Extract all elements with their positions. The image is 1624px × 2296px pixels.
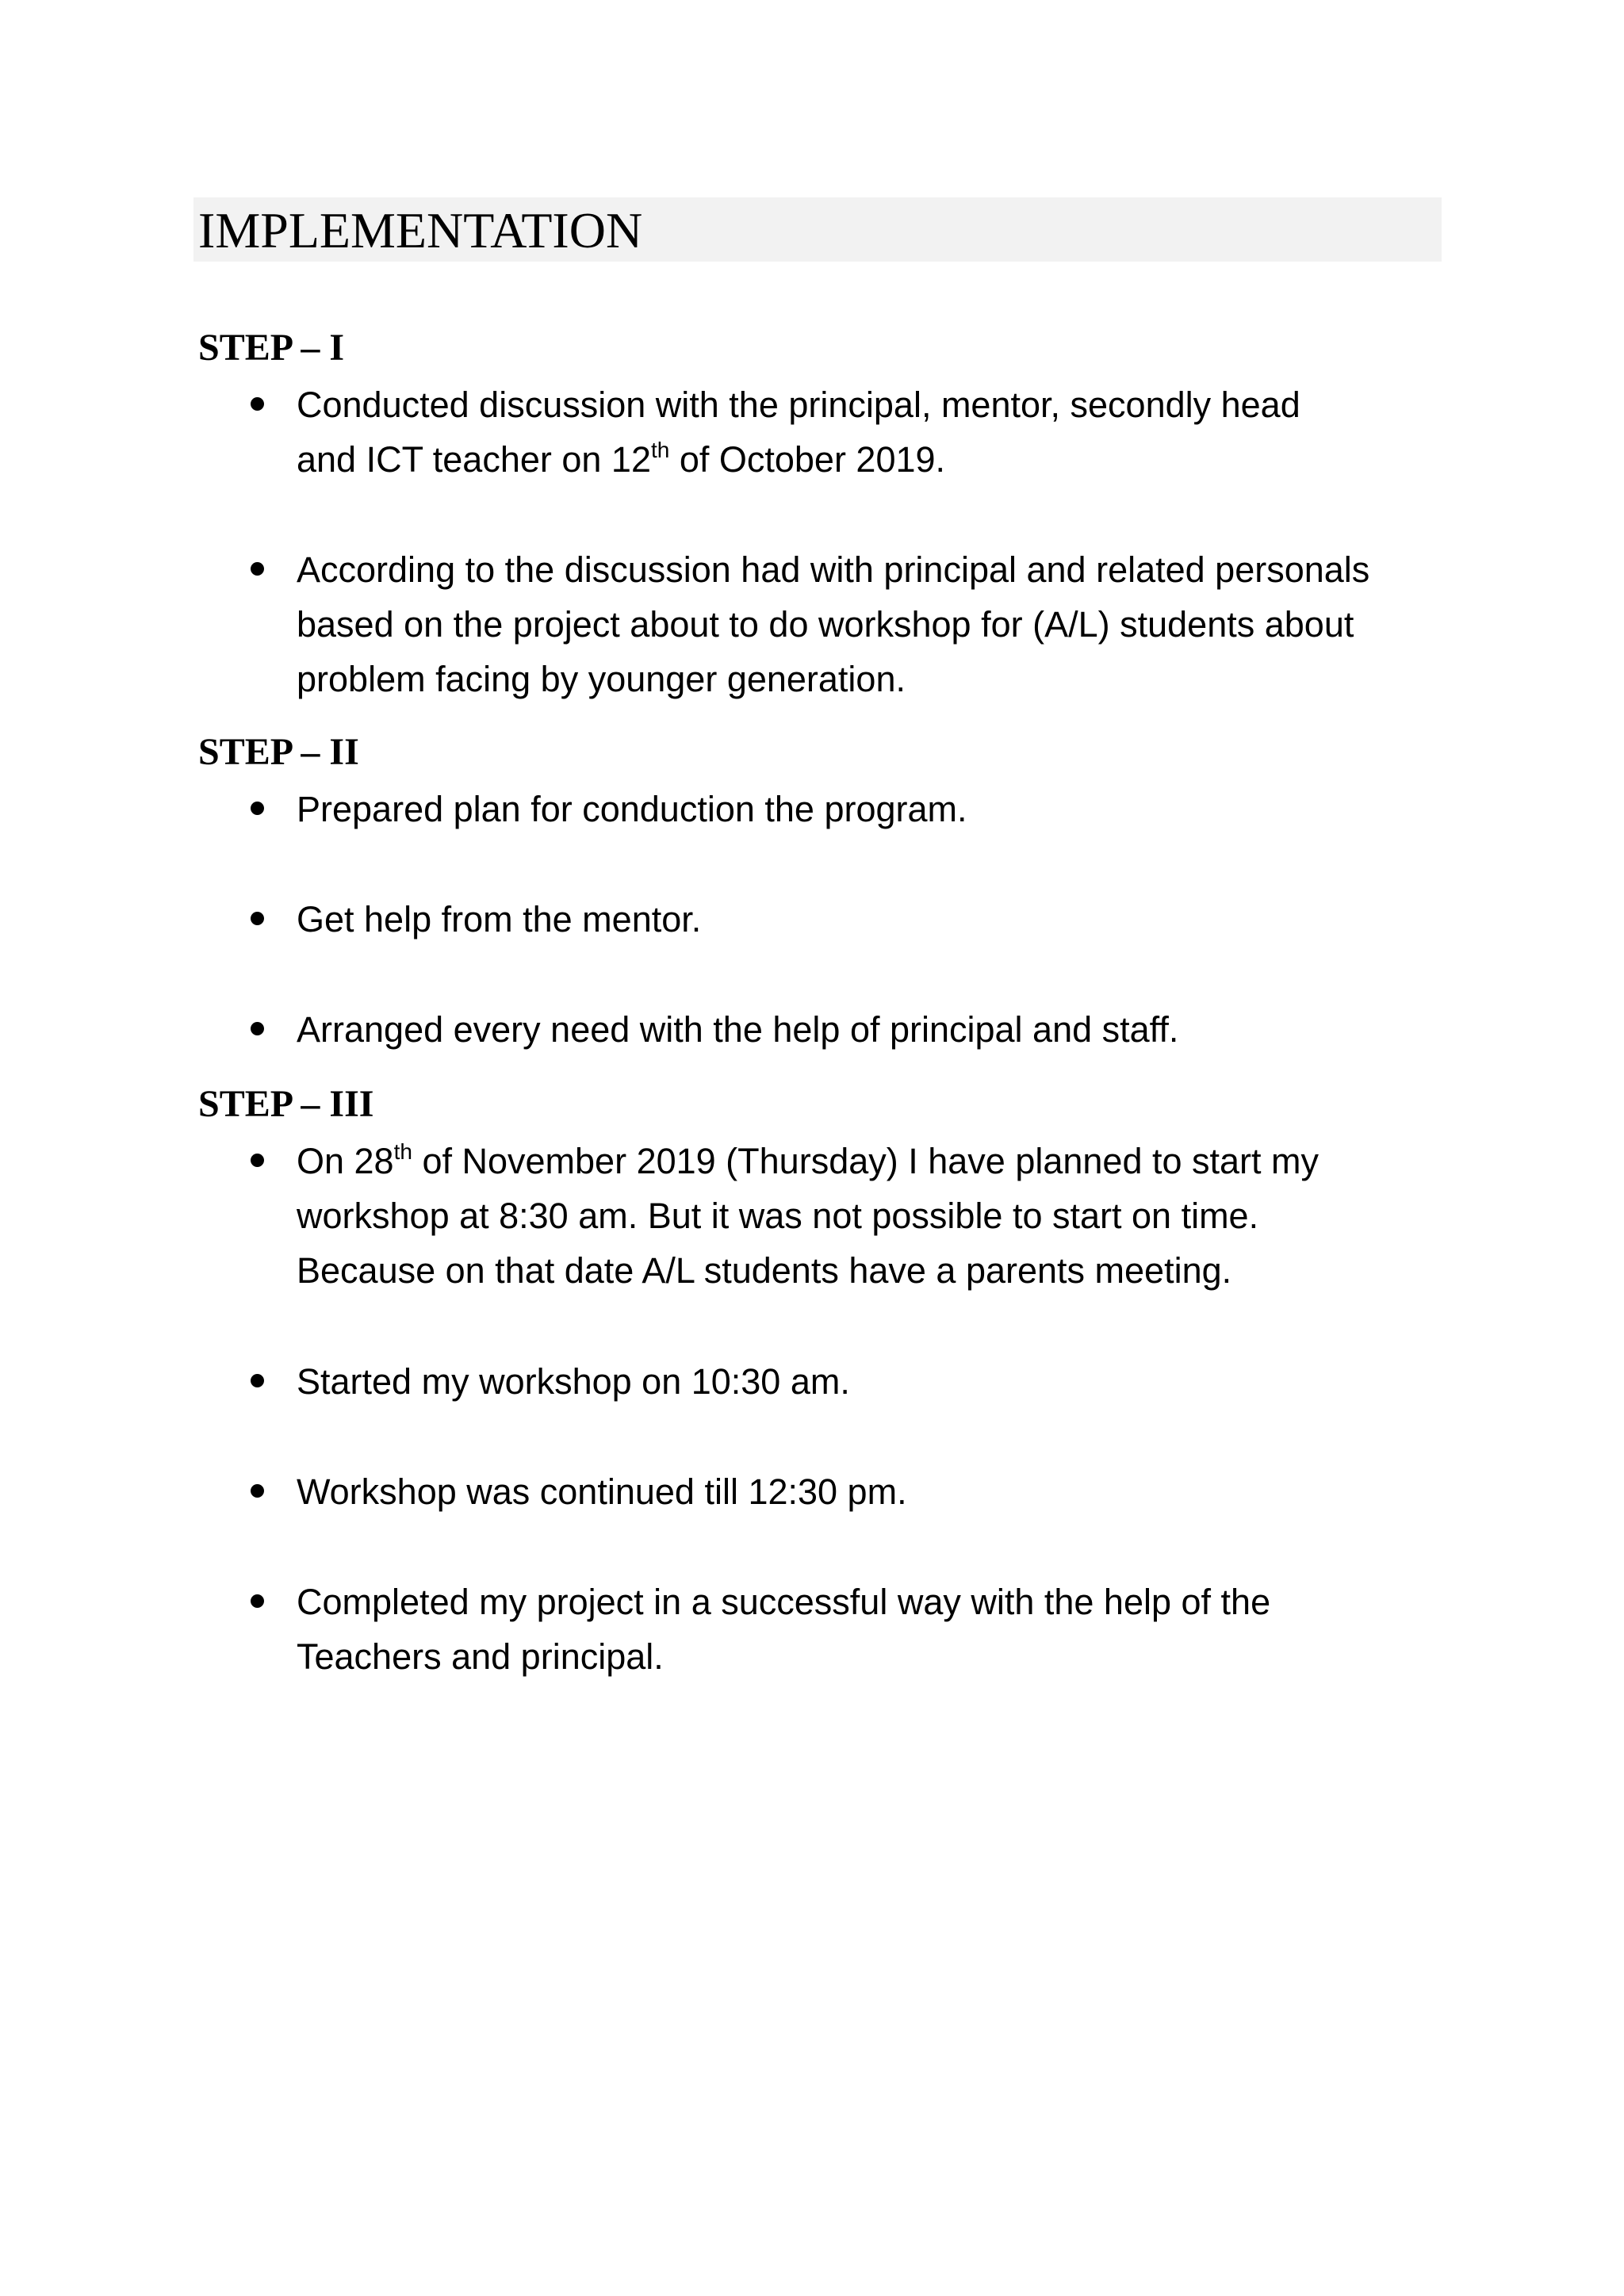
bullet-icon	[251, 802, 264, 815]
text-line: workshop at 8:30 am. But it was not possible to start on time.	[297, 1196, 1259, 1236]
bullet-text	[297, 1002, 1454, 1057]
step-3-heading: STEP – III	[198, 1083, 374, 1125]
bullet-icon	[251, 912, 264, 925]
text-line: based on the project about to do workshop for (A/L) students about	[297, 604, 1354, 645]
text-line: According to the discussion had with principal and related personals	[297, 549, 1370, 590]
page-title: IMPLEMENTATION	[198, 202, 643, 258]
bullet-text	[297, 377, 1454, 487]
title-banner	[193, 197, 1442, 262]
bullet-text	[297, 1134, 1454, 1298]
text-line: Arranged every need with the help of principal and staff.	[297, 1009, 1179, 1050]
text-line: On 28th of November 2019 (Thursday) I have planned to start my	[297, 1139, 1320, 1181]
bullet-icon	[251, 1374, 264, 1387]
text-line: and ICT teacher on 12th of October 2019.	[297, 438, 946, 480]
bullet-text	[297, 1464, 1454, 1519]
text-line: Workshop was continued till 12:30 pm.	[297, 1471, 907, 1512]
text-line: Completed my project in a successful way with the help of the	[297, 1582, 1271, 1622]
text-line: Conducted discussion with the principal, mentor, secondly head	[297, 385, 1300, 425]
text-line: Get help from the mentor.	[297, 899, 702, 939]
bullet-icon	[251, 562, 264, 576]
bullet-icon	[251, 1022, 264, 1035]
bullet-text	[297, 892, 1454, 947]
bullet-icon	[251, 1154, 264, 1167]
text-line: Because on that date A/L students have a parents meeting.	[297, 1250, 1232, 1291]
bullet-text	[297, 1354, 1454, 1409]
bullet-icon	[251, 397, 264, 411]
bullet-text	[297, 782, 1454, 836]
bullet-text	[297, 542, 1454, 706]
text-line: Teachers and principal.	[297, 1636, 664, 1677]
text-line: Started my workshop on 10:30 am.	[297, 1361, 850, 1402]
bullet-icon	[251, 1484, 264, 1498]
step-2-heading: STEP – II	[198, 731, 359, 773]
text-line: Prepared plan for conduction the program.	[297, 789, 967, 829]
step-1-heading: STEP – I	[198, 327, 345, 369]
bullet-icon	[251, 1594, 264, 1608]
bullet-text	[297, 1575, 1454, 1684]
text-line: problem facing by younger generation.	[297, 659, 906, 699]
